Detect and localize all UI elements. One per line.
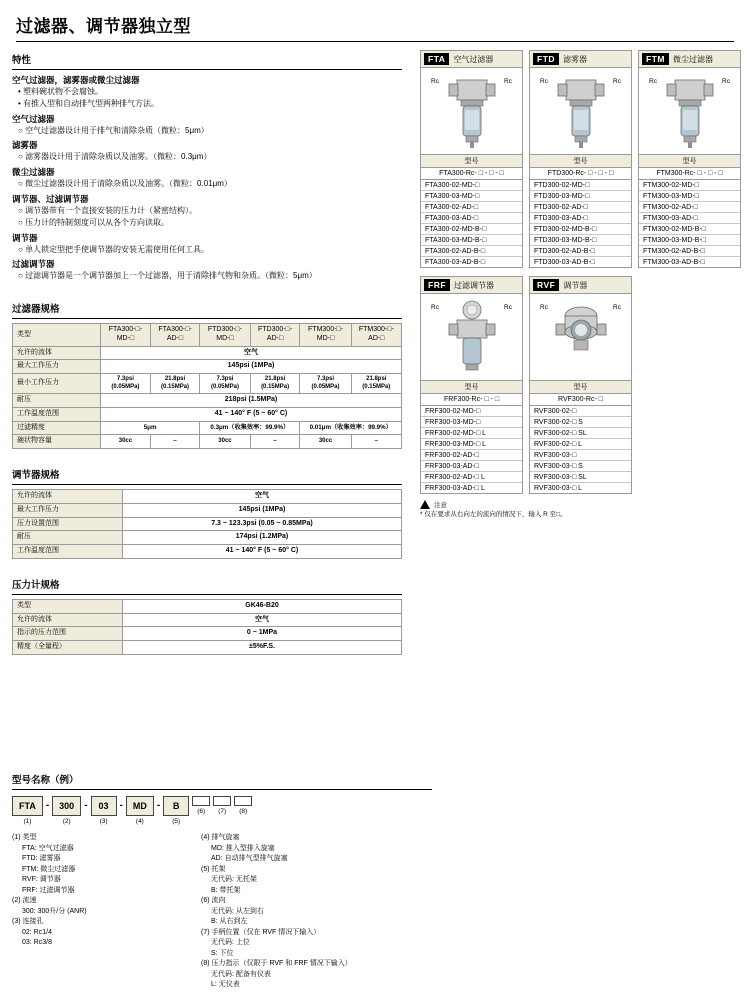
column-header: FTD300-□-AD-□ [250,324,300,347]
model-code-index: (2) [62,818,71,825]
list-item: FTA300-02-MD-B-□ [421,224,522,235]
table-cell: 21.8psi (0.15MPa) [250,374,300,394]
list-item: FTM300-02-MD-□ [639,180,740,191]
row-header: 过滤精度 [13,421,101,435]
product-card-header [530,51,631,68]
list-item: FTD300-02-AD-□ [530,202,631,213]
model-code-index: (5) [172,818,181,825]
features-heading: 特性 [12,55,32,66]
list-item: FRF300-03-MD-□ L [421,439,522,450]
feature-line: ○ 过滤调节器是一个调节器加上一个过滤器，用于清除排气物和杂质。（微粒：5μm） [18,271,402,282]
model-code-separator: - [84,800,88,811]
legend-line: FTD: 滤雾器 [22,855,61,862]
model-code-item [213,796,231,815]
table-cell: 21.8psi (0.15MPa) [150,374,199,394]
row-header: 指示的压力范围 [13,627,123,641]
product-image [530,68,631,154]
product-name: 微尘过滤器 [672,54,713,64]
filter-spec-table [12,323,402,449]
feature-subheading: 过滤调节器 [12,259,55,270]
product-code-badge: FTM [642,53,669,65]
model-code-separator: - [156,800,161,811]
model-code-index: (8) [239,808,248,815]
product-card-header [530,277,631,294]
legend-line: AD: 自动排气型排气旋塞 [211,855,288,862]
gauge-spec-divider [12,594,402,595]
row-header: 允许的流体 [13,346,101,360]
legend-line: (7) 手柄位置（仅在 RVF 情况下输入） [201,928,321,936]
list-item: FRF300-02-MD-□ L [421,428,522,439]
feature-line: • 有推入型和自动排气型两种排气方法。 [18,99,402,110]
list-item: FTM300-02-AD-□ [639,202,740,213]
list-item: FTD300-02-AD-B-□ [530,246,631,257]
list-item: FTD300-03-AD-□ [530,213,631,224]
list-item: FTA300-03-AD-B-□ [425,258,486,266]
product-image [421,68,522,154]
list-item: FTD300-02-MD-□ [530,180,631,191]
model-code-item [192,796,210,815]
legend-line: (2) 流速 [12,897,37,904]
legend-line: 300: 300升/分 (ANR) [22,907,87,915]
model-code-item [91,796,117,825]
table-row [13,394,402,408]
row-header: 允许的流体 [13,613,123,627]
port-label-left: Rc [540,78,548,85]
port-label-right: Rc [613,304,621,311]
port-label-left: Rc [540,304,548,311]
row-header: 耐压 [13,531,123,545]
left-column [12,52,402,655]
model-code-separator: - [119,800,123,811]
regulator-spec-divider [12,484,402,485]
product-name: 过滤调节器 [454,280,495,290]
table-cell: GK46-B20 [123,599,402,613]
model-pattern: FTD300-Rc- □ - □ - □ [530,168,631,180]
row-header: 允许的流体 [13,490,123,504]
port-label-right: Rc [504,304,512,311]
legend-line: FRF: 过滤调节器 [22,886,75,894]
model-code-index: (7) [218,808,227,815]
legend-line: B: 带托架 [211,886,241,894]
model-legend-right [201,833,426,991]
legend-line: 无代码: 配备有仪表 [211,970,271,978]
model-code-boxes [12,796,432,825]
table-row [13,346,402,360]
table-row [13,503,402,517]
table-cell: 0.3μm（收集效率：99.9%） [200,421,300,435]
table-cell: 空气 [123,613,402,627]
feature-subheading: 微尘过滤器 [12,167,55,178]
model-code-index: (6) [197,808,206,815]
table-cell: 7.3psi (0.05MPa) [101,374,151,394]
list-item: RVF300-02-□ SL [530,428,631,439]
gauge-spec-table [12,599,402,655]
model-column-header: 型号 [421,380,522,394]
list-item: FTM300-02-MD-B-□ [639,224,740,235]
model-legend-left [12,833,187,991]
model-code-separator: - [45,800,50,811]
legend-line: (3) 连接孔 [12,918,44,925]
model-code-index: (4) [135,818,144,825]
table-cell: 21.8psi (0.15MPa) [351,374,401,394]
list-item: FRF300-02-AD-□ [421,450,522,461]
table-cell: 空气 [123,490,402,504]
model-column-header: 型号 [530,154,631,168]
list-item: FRF300-03-MD-□ [421,417,522,428]
legend-line: 无代码: 上位 [211,939,250,946]
table-cell: 7.3 ~ 123.3psi (0.05 ~ 0.85MPa) [123,517,402,531]
table-cell: 7.3psi (0.05MPa) [300,374,351,394]
list-item: FTD300-03-MD-□ [530,191,631,202]
product-card [420,50,523,268]
feature-subheading: 调节器、过滤调节器 [12,193,89,204]
row-header: 最大工作压力 [13,503,123,517]
feature-line: ○ 微尘过滤器设计用于清除杂质以及油雾。（微粒：0.01μm） [18,179,402,190]
legend-line: RVF: 调节器 [22,876,61,883]
model-code-box: MD [126,796,154,816]
legend-line: (6) 流向 [201,897,226,904]
legend-line: L: 无仪表 [211,981,240,988]
note-text: * 仅在要求从右向左的流向的情况下，输入 R 至□。 [420,511,567,518]
row-header: 精度（全量程） [13,641,123,655]
row-header: 工作温度范围 [13,545,123,559]
product-code-badge: RVF [533,279,559,291]
list-item: FRF300-03-AD-□ [421,461,522,472]
table-row [13,435,402,449]
legend-line: (5) 托架 [201,865,226,873]
list-item: FTA300-02-MD-□ [421,180,522,191]
feature-line: ○ 压力计的特制刻度可以从各个方向读取。 [18,218,402,229]
table-cell: 空气 [101,346,402,360]
model-example-heading: 型号名称（例） [12,775,79,786]
model-column-header: 型号 [530,380,631,394]
legend-line: 02: Rc1/4 [22,928,52,936]
list-item: FTA300-02-AD-□ [421,202,522,213]
model-code-item [52,796,81,825]
regulator-spec-table [12,489,402,559]
port-label-left: Rc [431,304,439,311]
legend-line: 无代码: 从左到右 [211,907,264,915]
page-title: 过滤器、调节器独立型 [16,17,191,36]
model-example-section [12,772,432,991]
legend-line: (4) 排气旋塞 [201,834,240,841]
port-label-right: Rc [504,78,512,85]
table-row [13,360,402,374]
model-pattern: RVF300-Rc- □ [530,394,631,406]
feature-subheading: 空气过滤器 [12,113,55,124]
column-header: 类型 [13,324,101,347]
list-item: RVF300-03-□ S [530,461,631,472]
product-name: 滤雾器 [563,54,588,64]
product-code-badge: FTA [424,53,449,65]
model-code-item [234,796,252,815]
column-header: FTA300-□-MD-□ [101,324,151,347]
model-list [530,406,631,493]
list-item: FTA300-03-MD-B-□ [421,235,522,246]
list-item: FTM300-03-MD-B-□ [639,235,740,246]
product-card [638,50,741,268]
feature-subheading: 空气过滤器，滤雾器或微尘过滤器 [12,75,140,85]
product-card [529,50,632,268]
table-row [13,627,402,641]
row-header: 类型 [13,599,123,613]
list-item: FTM300-03-AD-□ [639,213,740,224]
legend-line: (1) 类型 [12,834,37,841]
table-cell: 7.3psi (0.05MPa) [200,374,251,394]
legend-line: FTM: 微尘过滤器 [22,865,76,873]
feature-line: ○ 空气过滤器设计用于排气和清除杂质（微粒：5μm） [18,126,402,137]
row-header: 碗状物容量 [13,435,101,449]
model-code-index: (3) [99,818,108,825]
table-row [13,613,402,627]
model-code-box [192,796,210,806]
note-label: 注意 [434,502,447,509]
row-header: 最大工作压力 [13,360,101,374]
list-item: RVF300-02-□ [530,406,631,417]
table-cell: 5μm [101,421,200,435]
table-cell: 145psi (1MPa) [101,360,402,374]
features-list [12,74,402,282]
list-item: RVF300-03-□ L [534,484,583,492]
row-header: 最小工作压力 [13,374,101,394]
filter-spec-heading: 过滤器规格 [12,304,60,316]
table-cell: 218psi (1.5MPa) [101,394,402,408]
table-row [13,641,402,655]
product-card-header [421,51,522,68]
table-cell: 0.01μm（收集效率：99.9%） [300,421,402,435]
list-item: FTD300-02-MD-B-□ [530,224,631,235]
list-item: FRF300-02-AD-□ L [421,472,522,483]
product-code-badge: FRF [424,279,450,291]
model-list [639,180,740,267]
table-row [13,545,402,559]
column-header: FTA300-□-AD-□ [150,324,199,347]
table-cell: 30cc [200,435,251,449]
model-list [421,180,522,267]
legend-line: (8) 压力指示（仅限于 RVF 和 FRF 情况下输入） [201,960,352,967]
list-item: FTM300-03-AD-B-□ [643,258,705,266]
model-pattern: FTA300-Rc- □ - □ - □ [421,168,522,180]
legend-line: 03: Rc3/8 [22,939,52,946]
features-divider [12,69,402,70]
list-item: FTD300-03-MD-B-□ [530,235,631,246]
model-code-item [126,796,154,825]
feature-line: ○ 单人锁定型把手使调节器的安装无需使用任何工具。 [18,245,402,256]
model-legend [12,833,432,991]
model-code-box: 03 [91,796,117,816]
product-code-badge: FTD [533,53,559,65]
model-code-box: B [163,796,189,816]
feature-line: ○ 滤雾器设计用于清除杂质以及油雾。（微粒：0.3μm） [18,152,402,163]
column-header: FTM300-□-AD-□ [351,324,401,347]
warning-icon [420,500,430,509]
model-code-index: (1) [23,818,32,825]
model-pattern: FRF300-Rc- □ - □ [421,394,522,406]
product-card-header [421,277,522,294]
model-column-header: 型号 [421,154,522,168]
product-card-header [639,51,740,68]
legend-line: B: 从右到左 [211,918,248,925]
row-header: 压力设置范围 [13,517,123,531]
product-image [530,294,631,380]
table-row [13,599,402,613]
table-cell: 174psi (1.2MPa) [123,531,402,545]
column-header: FTD300-□-MD-□ [200,324,251,347]
legend-line: MD: 推入型排入旋塞 [211,844,275,852]
table-cell: – [351,435,401,449]
list-item: FRF300-03-AD-□ L [425,484,485,492]
table-row [13,324,402,347]
table-row [13,490,402,504]
row-header: 耐压 [13,394,101,408]
table-cell: 41 ~ 140° F (5 ~ 60° C) [101,407,402,421]
port-label-left: Rc [649,78,657,85]
list-item: RVF300-02-□ S [530,417,631,428]
port-label-right: Rc [722,78,730,85]
feature-subheading: 滤雾器 [12,140,38,151]
list-item: FTA300-03-MD-□ [421,191,522,202]
table-row [13,407,402,421]
product-image [421,294,522,380]
model-list [421,406,522,493]
model-code-item [163,796,189,825]
product-image [639,68,740,154]
model-example-divider [12,789,432,790]
list-item: RVF300-03-□ SL [530,472,631,483]
model-code-box: 300 [52,796,81,816]
model-list [530,180,631,267]
table-row [13,374,402,394]
list-item: FTA300-02-AD-B-□ [421,246,522,257]
table-cell: 41 ~ 140° F (5 ~ 60° C) [123,545,402,559]
model-code-box: FTA [12,796,43,816]
filter-spec-divider [12,318,402,319]
list-item: FRF300-02-MD-□ [421,406,522,417]
row-header: 工作温度范围 [13,407,101,421]
product-card [529,276,632,494]
table-row [13,517,402,531]
product-name: 调节器 [563,280,588,290]
feature-subheading: 调节器 [12,232,38,243]
list-item: RVF300-03-□ [530,450,631,461]
port-label-left: Rc [431,78,439,85]
list-item: FTM300-03-MD-□ [639,191,740,202]
legend-line: S: 下位 [211,949,234,957]
port-label-right: Rc [613,78,621,85]
table-cell: – [250,435,300,449]
table-cell: 0 ~ 1MPa [123,627,402,641]
legend-line: 无代码: 无托架 [211,876,257,883]
right-column [420,50,740,519]
table-row [13,421,402,435]
product-row-regulators [420,276,740,494]
legend-line: FTA: 空气过滤器 [22,844,74,852]
list-item: RVF300-02-□ L [530,439,631,450]
model-column-header: 型号 [639,154,740,168]
product-name: 空气过滤器 [453,54,494,64]
table-cell: 30cc [101,435,151,449]
list-item: FTM300-02-AD-B-□ [639,246,740,257]
note-box [420,500,632,519]
gauge-spec-heading: 压力计规格 [12,579,60,591]
model-pattern: FTM300-Rc- □ - □ - □ [639,168,740,180]
table-cell: ±5%F.S. [123,641,402,655]
list-item: FTD300-03-AD-B-□ [534,258,596,266]
model-code-box [234,796,252,806]
column-header: FTM300-□-MD-□ [300,324,351,347]
table-cell: 145psi (1MPa) [123,503,402,517]
regulator-spec-heading: 调节器规格 [12,470,60,482]
feature-line: ○ 调节器带有一个直接安装的压力计（紧密结构）。 [18,206,402,217]
product-card [420,276,523,494]
table-cell: 30cc [300,435,351,449]
title-divider [16,41,734,42]
product-row-filters [420,50,740,268]
table-cell: – [150,435,199,449]
list-item: FTA300-03-AD-□ [421,213,522,224]
model-code-box [213,796,231,806]
model-code-item [12,796,43,825]
feature-line: • 塑料碗状物不会腐蚀。 [18,87,402,98]
table-row [13,531,402,545]
